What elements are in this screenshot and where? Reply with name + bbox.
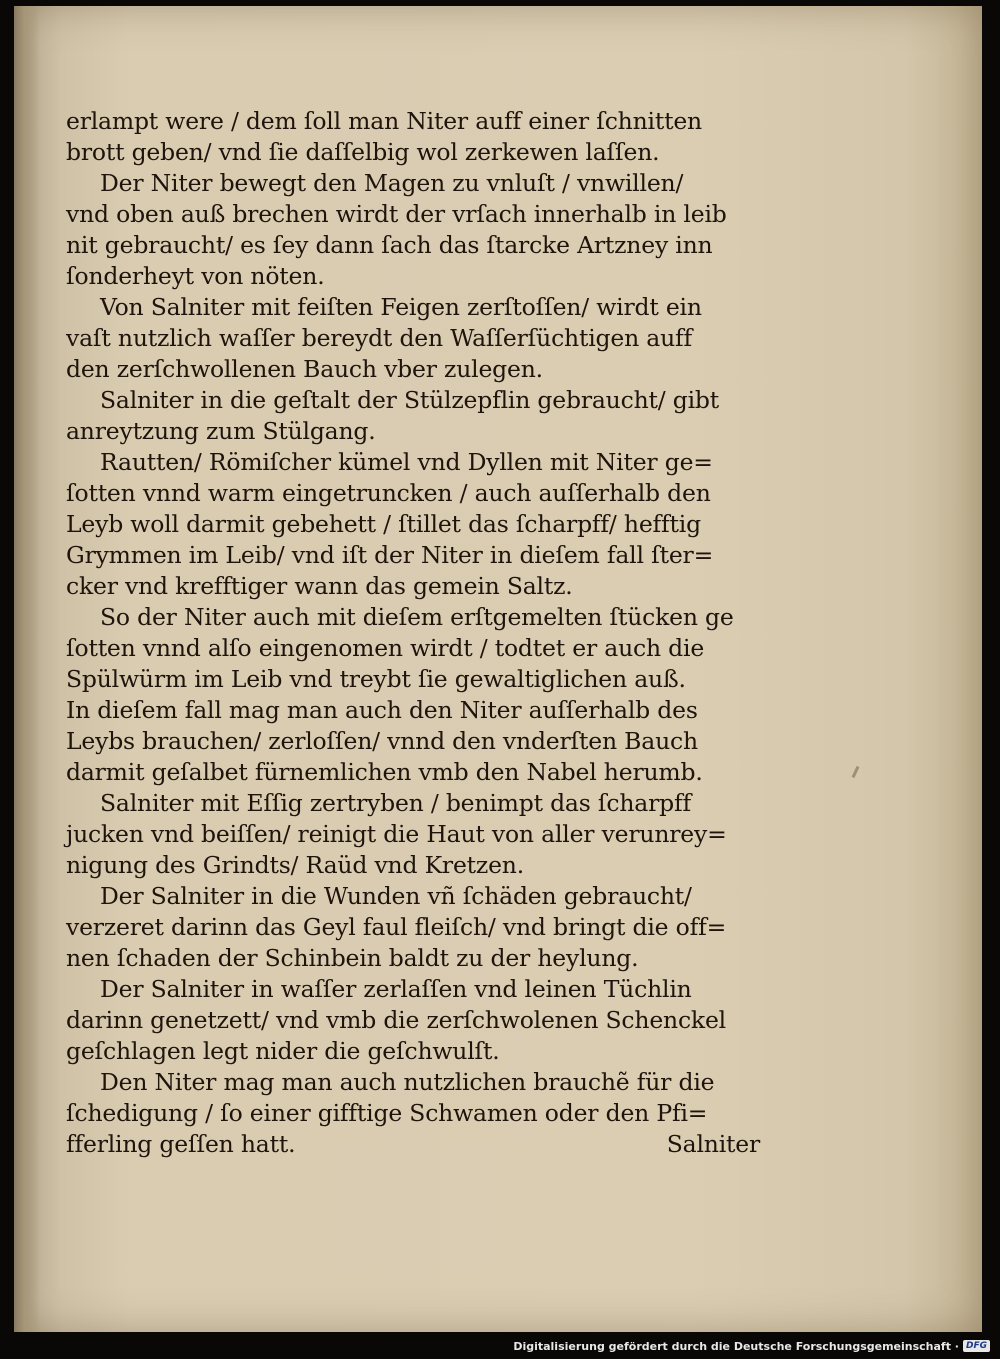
text-line-7: Von Salniter mit feiſten Feigen zerſtoſſen/ wirdt ein <box>100 293 702 321</box>
last-line-row <box>66 1129 760 1160</box>
text-line-6: ſonderheyt von nöten. <box>66 262 325 290</box>
page-text <box>66 106 760 1160</box>
dfg-logo-icon: DFG <box>963 1340 990 1352</box>
footer-credit-text: Digitalisierung gefördert durch die Deutsche Forschungsgemeinschaft · <box>513 1339 959 1353</box>
text-line-17: So der Niter auch mit dieſem erſtgemelten ſtücken ge <box>100 603 734 631</box>
text-line-16: cker vnd krefftiger wann das gemein Saltz. <box>66 572 573 600</box>
text-line-27: verzeret darinn das Geyl faul fleiſch/ vnd bringt die off= <box>66 913 727 941</box>
text-line-34: fferling geſſen hatt. <box>66 1130 296 1158</box>
text-line-28: nen ſchaden der Schinbein baldt zu der heylung. <box>66 944 639 972</box>
text-line-14: Leyb woll darmit gebehett / ſtillet das ſcharpff/ hefftig <box>66 510 701 538</box>
text-line-30: darinn genetzett/ vnd vmb die zerſchwolenen Schenckel <box>66 1006 726 1034</box>
catchword: Salniter <box>666 1130 760 1158</box>
text-line-10: Salniter in die geſtalt der Stülzepflin gebraucht/ gibt <box>100 386 719 414</box>
digitization-footer <box>513 1337 990 1355</box>
text-line-22: darmit geſalbet fürnemlichen vmb den Nabel herumb. <box>66 758 703 786</box>
text-line-31: geſchlagen legt nider die geſchwulſt. <box>66 1037 500 1065</box>
text-line-3: Der Niter bewegt den Magen zu vnluſt / vnwillen/ <box>100 169 684 197</box>
text-line-4: vnd oben auß brechen wirdt der vrſach innerhalb in leib <box>66 200 727 228</box>
text-line-15: Grymmen im Leib/ vnd iſt der Niter in dieſem fall ſter= <box>66 541 714 569</box>
text-line-13: ſotten vnnd warm eingetruncken / auch auſſerhalb den <box>66 479 711 507</box>
text-line-20: In dieſem fall mag man auch den Niter auſſerhalb des <box>66 696 698 724</box>
text-line-26: Der Salniter in die Wunden vñ ſchäden gebraucht/ <box>100 882 692 910</box>
text-line-24: jucken vnd beiſſen/ reinigt die Haut von aller verunrey= <box>66 820 727 848</box>
page-gutter-edge <box>14 6 40 1332</box>
book-page <box>14 6 982 1332</box>
paper-mark <box>852 766 860 778</box>
text-line-1: erlampt were / dem ſoll man Niter auff einer ſchnitten <box>66 107 702 135</box>
text-line-32: Den Niter mag man auch nutzlichen brauchẽ für die <box>100 1068 715 1096</box>
text-line-19: Spülwürm im Leib vnd treybt ſie gewaltiglichen auß. <box>66 665 686 693</box>
text-line-18: ſotten vnnd alſo eingenomen wirdt / todtet er auch die <box>66 634 705 662</box>
text-line-33: ſchedigung / ſo einer gifftige Schwamen oder den Pfi= <box>66 1099 708 1127</box>
text-line-5: nit gebraucht/ es ſey dann ſach das ſtarcke Artzney inn <box>66 231 713 259</box>
text-line-9: den zerſchwollenen Bauch vber zulegen. <box>66 355 543 383</box>
text-line-11: anreytzung zum Stülgang. <box>66 417 376 445</box>
text-line-23: Salniter mit Eſſig zertryben / benimpt das ſcharpff <box>100 789 691 817</box>
text-line-8: vaſt nutzlich waſſer bereydt den Waſſerſüchtigen auff <box>66 324 693 352</box>
text-line-21: Leybs brauchen/ zerloſſen/ vnnd den vnderſten Bauch <box>66 727 698 755</box>
text-line-25: nigung des Grindts/ Raüd vnd Kretzen. <box>66 851 524 879</box>
text-line-29: Der Salniter in waſſer zerlaſſen vnd leinen Tüchlin <box>100 975 692 1003</box>
text-line-2: brott geben/ vnd ſie daſſelbig wol zerkewen laſſen. <box>66 138 660 166</box>
text-line-12: Rautten/ Römiſcher kümel vnd Dyllen mit Niter ge= <box>100 448 713 476</box>
